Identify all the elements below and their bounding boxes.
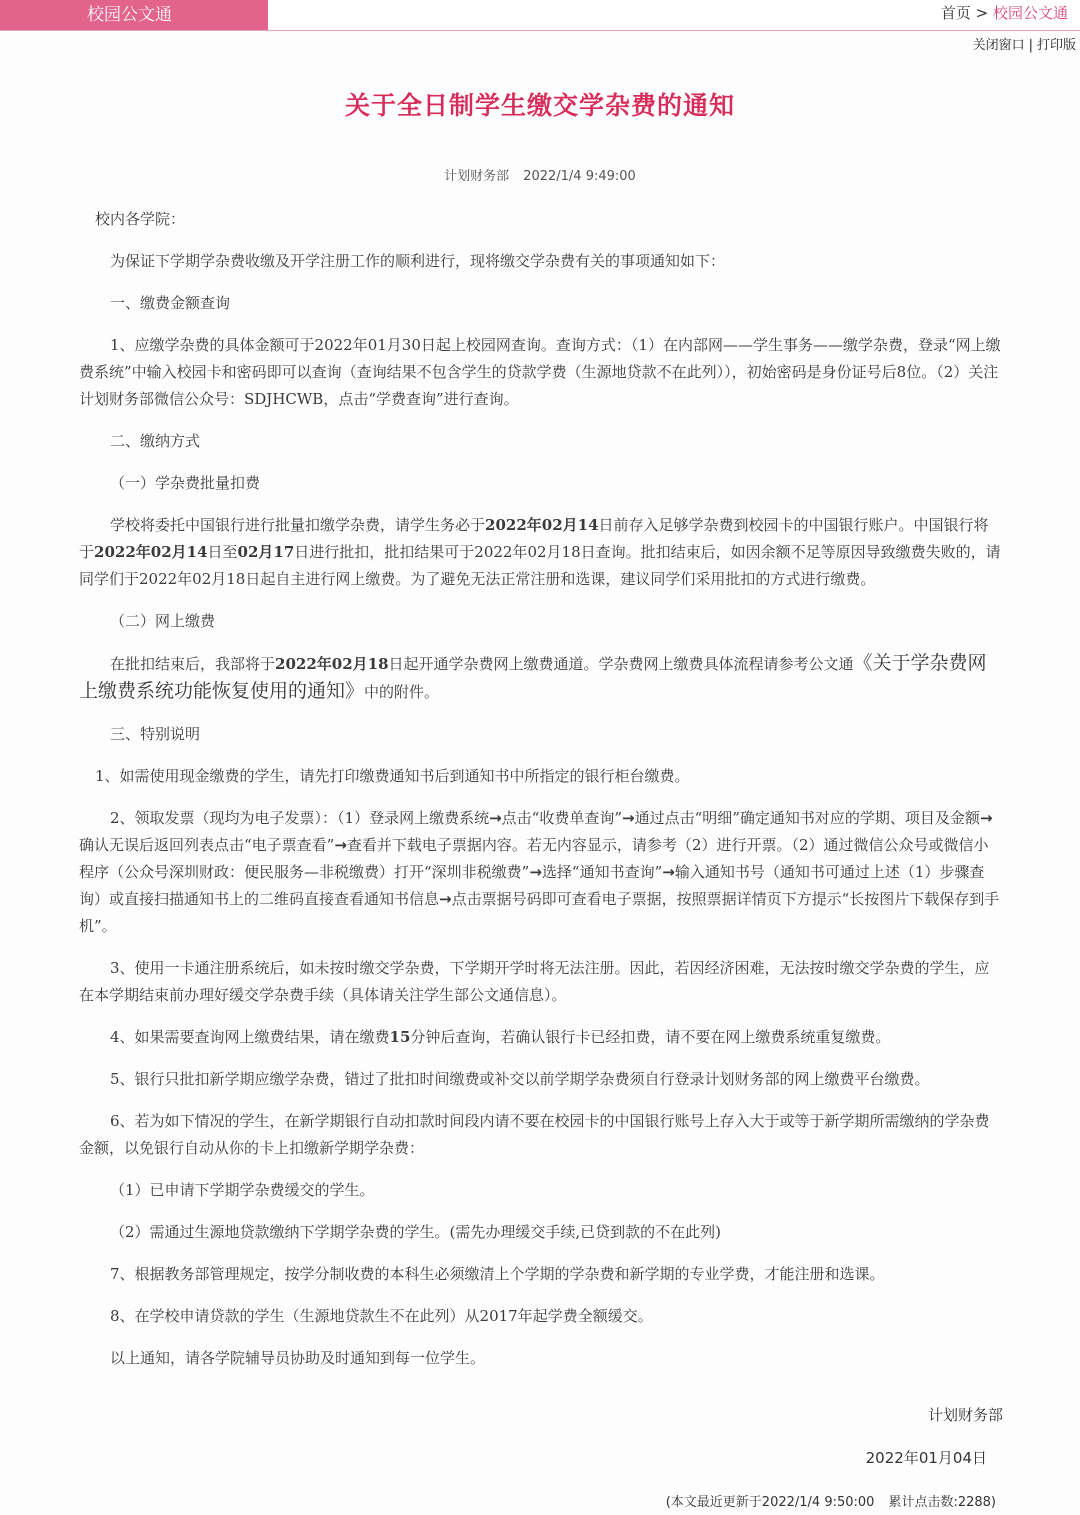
arrow-icon: → bbox=[334, 836, 347, 854]
note-1: 1、如需使用现金缴费的学生，请先打印缴费通知书后到通知书中所指定的银行柜台缴费。 bbox=[95, 767, 690, 785]
intro-paragraph: 为保证下学期学杂费收缴及开学注册工作的顺利进行，现将缴交学杂费有关的事项通知如下： bbox=[110, 252, 726, 270]
click-count: 累计点击数:2288) bbox=[888, 1495, 996, 1510]
print-version-link[interactable]: 打印版 bbox=[1036, 38, 1076, 53]
article-datetime: 2022/1/4 9:49:00 bbox=[523, 169, 636, 184]
related-notice-link[interactable]: 《关于学杂费网上缴费系统功能恢复使用的通知》 bbox=[79, 652, 987, 702]
tool-separator: | bbox=[1028, 38, 1033, 53]
article-meta bbox=[0, 165, 1080, 184]
signature-department: 计划财务部 bbox=[927, 1406, 1003, 1424]
note-6: 6、若为如下情况的学生，在新学期银行自动扣款时间段内请不要在校园卡的中国银行账号上存入大于或等于新学期所需缴纳的学杂费金额，以免银行自动从你的卡上扣缴新学期学杂费： bbox=[79, 1112, 990, 1157]
section-2-subtitle-online: （二）网上缴费 bbox=[110, 612, 216, 630]
top-bar bbox=[0, 0, 1080, 31]
arrow-icon: → bbox=[622, 809, 635, 827]
breadcrumb bbox=[941, 0, 1068, 30]
footer-info bbox=[666, 1491, 996, 1510]
salutation: 校内各学院： bbox=[95, 210, 186, 228]
section-2-title: 二、缴纳方式 bbox=[110, 432, 201, 450]
page-title: 关于全日制学生缴交学杂费的通知 bbox=[344, 91, 735, 120]
note-3: 3、使用一卡通注册系统后，如未按时缴交学杂费，下学期开学时将无法注册。因此，若因经济困难，无法按时缴交学杂费的学生，应在本学期结束前办理好缓交学杂费手续（具体请关注学生部公文通信息）。 bbox=[79, 959, 990, 1004]
arrow-icon: → bbox=[489, 809, 502, 827]
section-2-batch-paragraph: 学校将委托中国银行进行批量扣缴学杂费，请学生务必于2022年02月14日前存入足够学杂费到校园卡的中国银行账户。中国银行将于2022年02月14日至02月17日进行批扣，批扣结果可于2022年02月18日查询。批扣结束后，如因余额不足等原因导致缴费失败的，请同学们于2022年02月18日起自主进行网上缴费。为了避免无法正常注册和选课，建议同学们采用批扣的方式进行缴费。 bbox=[79, 516, 1001, 588]
note-7: 7、根据教务部管理规定，按学分制收费的本科生必须缴清上个学期的学杂费和新学期的专业学费，才能注册和选课。 bbox=[110, 1265, 885, 1283]
arrow-icon: → bbox=[979, 809, 993, 827]
section-3-title: 三、特别说明 bbox=[110, 725, 201, 743]
section-1-title: 一、缴费金额查询 bbox=[110, 294, 231, 312]
last-updated: (本文最近更新于2022/1/4 9:50:00 bbox=[665, 1495, 875, 1510]
arrow-icon: → bbox=[439, 890, 452, 908]
arrow-icon: → bbox=[662, 863, 675, 881]
breadcrumb-current-link[interactable]: 校园公文通 bbox=[992, 4, 1068, 22]
note-4: 4、如果需要查询网上缴费结果，请在缴费15分钟后查询，若确认银行卡已经扣费，请不要在网上缴费系统重复缴费。 bbox=[110, 1028, 891, 1046]
arrow-icon: → bbox=[529, 863, 542, 881]
article-department: 计划财务部 bbox=[444, 169, 510, 184]
section-1-paragraph: 1、应缴学杂费的具体金额可于2022年01月30日起上校园网查询。查询方式：（1）在内部网——学生事务——缴学杂费，登录“网上缴费系统”中输入校园卡和密码即可以查询（查询结果不包含学生的贷款学费（生源地贷款不在此列）），初始密码是身份证号后8位。（2）关注计划财务部微信公众号：SDJHCWB，点击“学费查询”进行查询。 bbox=[79, 336, 1001, 408]
close-window-link[interactable]: 关闭窗口 bbox=[972, 38, 1025, 53]
article-body bbox=[79, 206, 1001, 1387]
breadcrumb-separator: > bbox=[970, 4, 993, 22]
note-2: 2、领取发票（现均为电子发票）：（1）登录网上缴费系统→点击“收费单查询”→通过点击“明细”确定通知书对应的学期、项目及金额→确认无误后返回列表点击“电子票查看”→查看并下载电子票据内容。若无内容显示，请参考（2）进行开票。（2）通过微信公众号或微信小程序（公众号深圳财政：便民服务—非税缴费）打开“深圳非税缴费”→选择“通知书查询”→输入通知书号（通知书可通过上述（1）步骤查询）或直接扫描通知书上的二维码直接查看通知书信息→点击票据号码即可查看电子票据，按照票据详情页下方提示“长按图片下载保存到手机”。 bbox=[79, 809, 1000, 935]
closing-paragraph: 以上通知，请各学院辅导员协助及时通知到每一位学生。 bbox=[110, 1349, 486, 1367]
note-6-item-2: （2）需通过生源地贷款缴纳下学期学杂费的学生。(需先办理缓交手续,已贷到款的不在此列) bbox=[110, 1223, 722, 1241]
note-6-item-1: （1）已申请下学期学杂费缓交的学生。 bbox=[110, 1181, 375, 1199]
page-tools bbox=[973, 34, 1076, 53]
section-2-online-paragraph: 在批扣结束后，我部将于2022年02月18日起开通学杂费网上缴费通道。学杂费网上缴费具体流程请参考公文通《关于学杂费网上缴费系统功能恢复使用的通知》中的附件。 bbox=[79, 652, 987, 702]
section-2-subtitle-batch: （一）学杂费批量扣费 bbox=[110, 474, 261, 492]
site-brand[interactable]: 校园公文通 bbox=[0, 0, 268, 30]
note-5: 5、银行只批扣新学期应缴学杂费，错过了批扣时间缴费或补交以前学期学杂费须自行登录计划财务部的网上缴费平台缴费。 bbox=[110, 1070, 930, 1088]
signature-date: 2022年01月04日 bbox=[865, 1449, 987, 1467]
note-8: 8、在学校申请贷款的学生（生源地贷款生不在此列）从2017年起学费全额缓交。 bbox=[110, 1307, 653, 1325]
breadcrumb-home-link[interactable]: 首页 bbox=[940, 4, 971, 22]
